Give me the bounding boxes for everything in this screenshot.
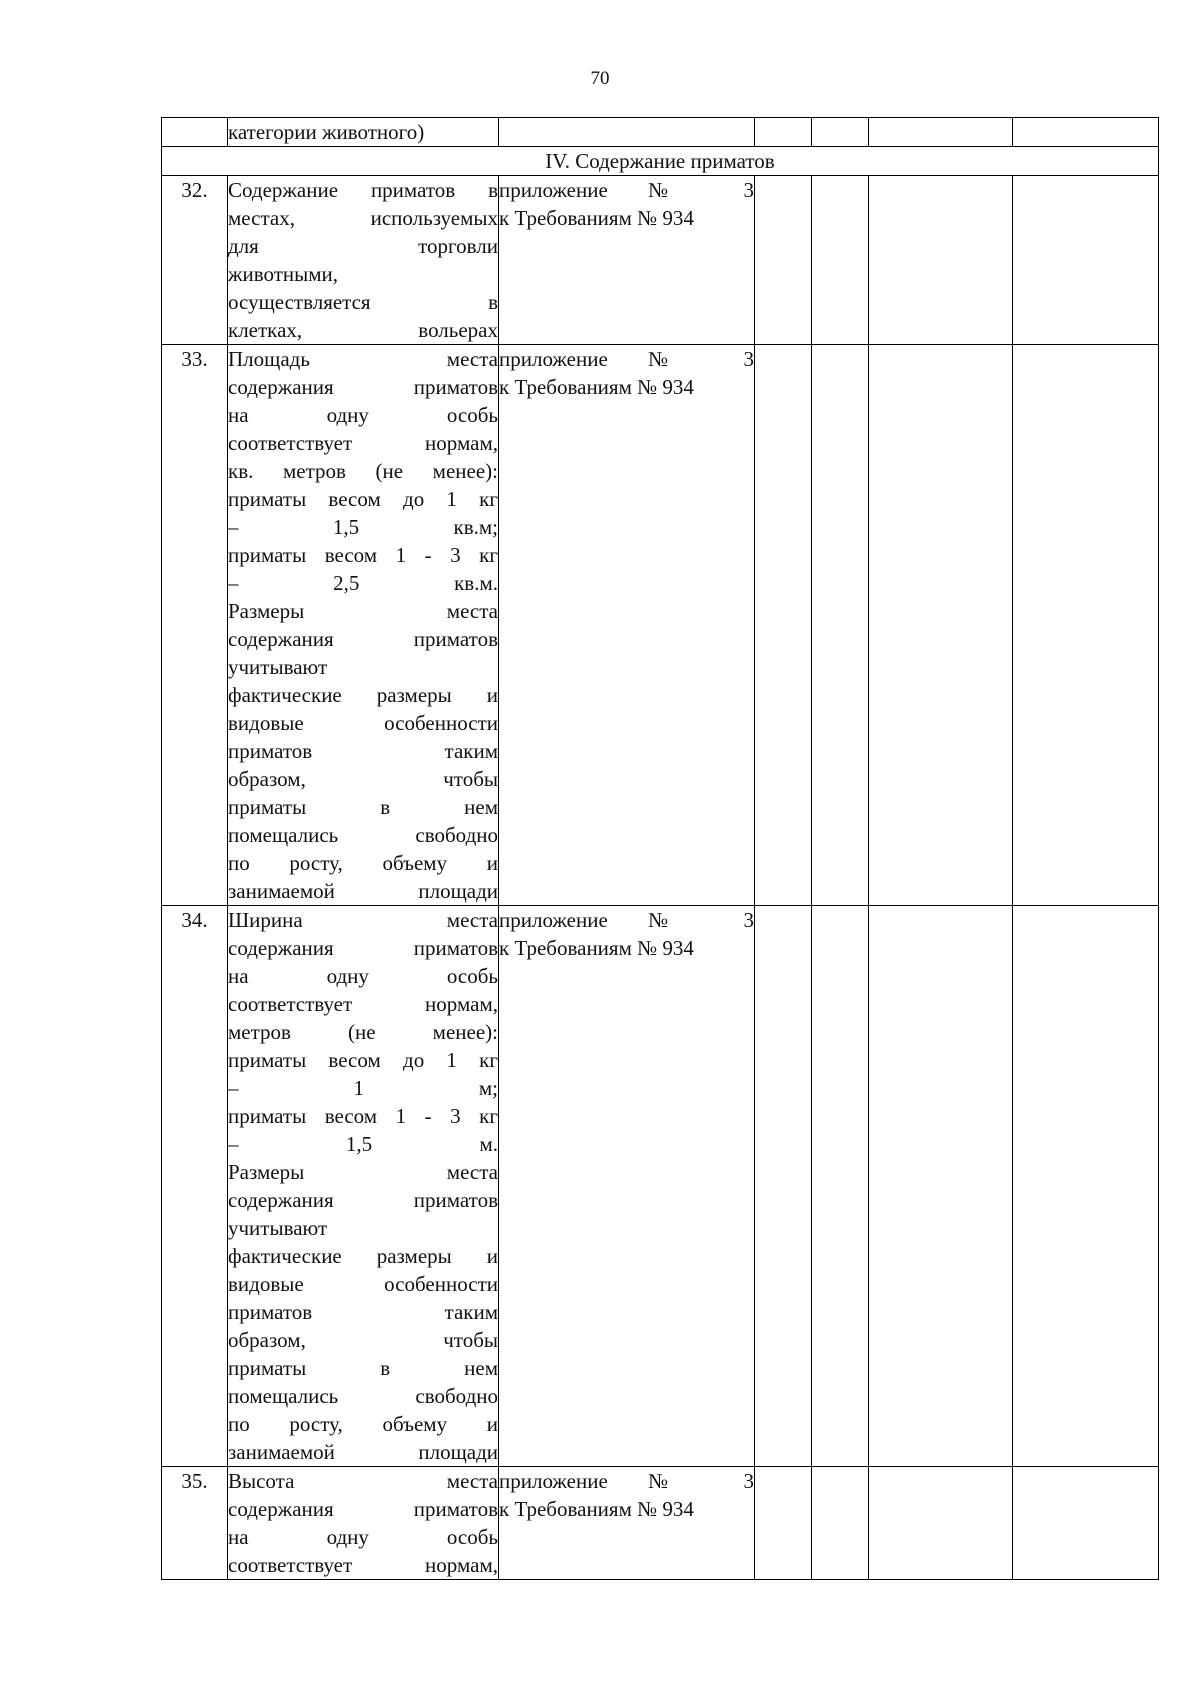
text-line: образом, чтобы [228,1328,498,1352]
text-line: Содержание приматов в [228,178,498,202]
text-line: приматов таким [228,739,498,763]
text-line: животными, [228,262,339,286]
text-line: к Требованиям № 934 [499,206,694,230]
text-line: содержания приматов [228,1188,498,1212]
cell-yes [755,118,812,147]
cell-na [869,1467,1013,1580]
cell-requirement [228,906,499,1467]
cell-reference [499,345,755,906]
cell-num: 32. [162,176,228,345]
text-line: – 1,5 кв.м; [228,515,498,539]
cell-na [869,118,1013,147]
text-line: приматы в нем [228,1356,498,1380]
text-line: осуществляется в [228,290,498,314]
table-row-continuation [162,118,1159,147]
requirement-line: категории животного) [228,120,425,144]
text-line: занимаемой площади [228,879,498,903]
text-line: приматы весом до 1 кг [228,487,498,511]
section-row [162,147,1159,176]
text-line: к Требованиям № 934 [499,936,694,960]
text-line: приматы весом 1 - 3 кг [228,543,498,567]
text-line: фактические размеры и [228,683,498,707]
section-title: IV. Содержание приматов [162,147,1159,176]
text-line: учитывают [228,1216,328,1240]
cell-yes [755,906,812,1467]
text-line: клетках, вольерах [228,318,498,342]
text-line: приложение № 3 [499,347,754,371]
table-row [162,176,1159,345]
text-line: видовые особенности [228,1272,498,1296]
text-line: приматов таким [228,1300,498,1324]
text-line: содержания приматов [228,936,498,960]
cell-num: 33. [162,345,228,906]
text-line: приматы весом до 1 кг [228,1048,498,1072]
cell-reference [499,1467,755,1580]
text-line: приложение № 3 [499,178,754,202]
cell-na [869,176,1013,345]
cell-num [162,118,228,147]
text-line: содержания приматов [228,375,498,399]
cell-requirement [228,345,499,906]
text-line: Размеры места [228,1160,498,1184]
cell-no [812,1467,869,1580]
text-line: фактические размеры и [228,1244,498,1268]
cell-notes [1013,345,1159,906]
text-line: на одну особь [228,964,498,988]
text-line: содержания приматов [228,627,498,651]
cell-num: 35. [162,1467,228,1580]
table-row [162,1467,1159,1580]
text-line: приложение № 3 [499,908,754,932]
text-line: учитывают [228,655,328,679]
text-line: кв. метров (не менее): [228,459,498,483]
text-line: занимаемой площади [228,1440,498,1464]
cell-no [812,176,869,345]
text-line: видовые особенности [228,711,498,735]
cell-na [869,906,1013,1467]
cell-no [812,345,869,906]
text-line: к Требованиям № 934 [499,1497,694,1521]
text-line: образом, чтобы [228,767,498,791]
text-line: на одну особь [228,403,498,427]
text-line: метров (не менее): [228,1020,498,1044]
checklist-table [161,117,1159,1580]
text-line: на одну особь [228,1525,498,1549]
cell-no [812,906,869,1467]
table-row [162,906,1159,1467]
text-line: соответствует нормам, [228,992,498,1016]
cell-requirement [228,1467,499,1580]
cell-na [869,345,1013,906]
cell-reference [499,906,755,1467]
text-line: – 1,5 м. [228,1132,498,1156]
text-line: Размеры места [228,599,498,623]
text-line: Высота места [228,1469,498,1493]
cell-num: 34. [162,906,228,1467]
text-line: по росту, объему и [228,1412,498,1436]
cell-reference [499,176,755,345]
text-line: соответствует нормам, [228,1553,498,1577]
cell-yes [755,345,812,906]
cell-notes [1013,1467,1159,1580]
text-line: по росту, объему и [228,851,498,875]
text-line: содержания приматов [228,1497,498,1521]
cell-yes [755,1467,812,1580]
cell-yes [755,176,812,345]
text-line: приложение № 3 [499,1469,754,1493]
cell-notes [1013,906,1159,1467]
text-line: приматы в нем [228,795,498,819]
text-line: помещались свободно [228,1384,498,1408]
text-line: для торговли [228,234,498,258]
cell-notes [1013,118,1159,147]
cell-requirement [228,118,499,147]
text-line: к Требованиям № 934 [499,375,694,399]
text-line: – 1 м; [228,1076,498,1100]
text-line: – 2,5 кв.м. [228,571,498,595]
text-line: помещались свободно [228,823,498,847]
page-number: 70 [590,68,610,89]
cell-notes [1013,176,1159,345]
cell-requirement [228,176,499,345]
text-line: Площадь места [228,347,498,371]
text-line: приматы весом 1 - 3 кг [228,1104,498,1128]
cell-no [812,118,869,147]
text-line: Ширина места [228,908,498,932]
text-line: соответствует нормам, [228,431,498,455]
cell-reference [499,118,755,147]
table-row [162,345,1159,906]
text-line: местах, используемых [228,206,498,230]
